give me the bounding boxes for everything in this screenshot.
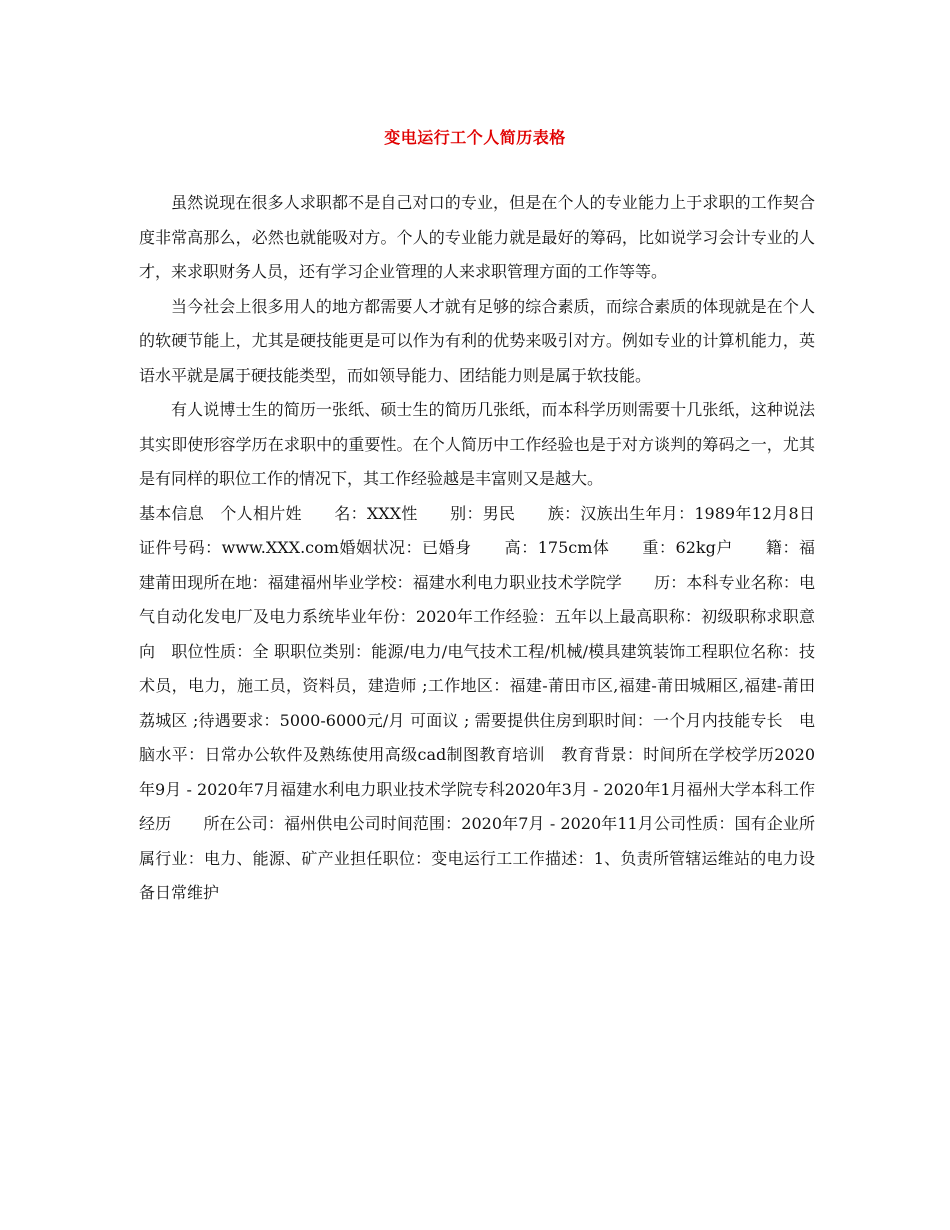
paragraph-2: 当今社会上很多用人的地方都需要人才就有足够的综合素质，而综合素质的体现就是在个人的软硬节能上，尤其是硬技能更是可以作为有利的优势来吸引对方。例如专业的计算机能力，英语水平就是属于硬技能类型，而如领导能力、团结能力则是属于软技能。 bbox=[139, 296, 815, 385]
document-title: 变电运行工个人简历表格 bbox=[384, 128, 566, 147]
document-body bbox=[139, 186, 815, 911]
paragraph-3: 有人说博士生的简历一张纸、硕士生的简历几张纸，而本科学历则需要十几张纸，这种说法其实即使形容学历在求职中的重要性。在个人简历中工作经验也是于对方谈判的筹码之一，尤其是有同样的职位工作的情况下，其工作经验越是丰富则又是越大。 bbox=[139, 400, 815, 488]
paragraph-1: 虽然说现在很多人求职都不是自己对口的专业，但是在个人的专业能力上于求职的工作契合度非常高那么，必然也就能吸对方。个人的专业能力就是最好的筹码，比如说学习会计专业的人才，来求职财务人员，还有学习企业管理的人来求职管理方面的工作等等。 bbox=[139, 193, 815, 281]
resume-info-block: 基本信息 个人相片姓 名：XXX性 别：男民 族：汉族出生年月：1989年12月8日证件号码：www.XXX.com婚姻状况：已婚身 高：175cm体 重：62kg户 籍：福建莆田现所在地：福建福州毕业学校：福建水利电力职业技术学院学 历：本科专业名称：电气自动化发电厂及电力系统毕业年份：2020年工作经验：五年以上最高职称：初级职称求职意向 职位性质：全 职职位类别：能源/电力/电气技术工程/机械/模具建筑装饰工程职位名称：技术员，电力，施工员，资料员，建造师 ;工作地区：福建-莆田市区,福建-莆田城厢区,福建-莆田荔城区 ;待遇要求：5000-6000元/月 可面议 ; 需要提供住房到职时间：一个月内技能专长 电脑水平：日常办公软件及熟练使用高级cad制图教育培训 教育背景：时间所在学校学历2020年9月 - 2020年7月福建水利电力职业技术学院专科2020年3月 - 2020年1月福州大学本科工作经历 所在公司：福州供电公司时间范围：2020年7月 - 2020年11月公司性质：国有企业所属行业：电力、能源、矿产业担任职位：变电运行工工作描述：1、负责所管辖运维站的电力设备日常维护 bbox=[139, 503, 815, 902]
